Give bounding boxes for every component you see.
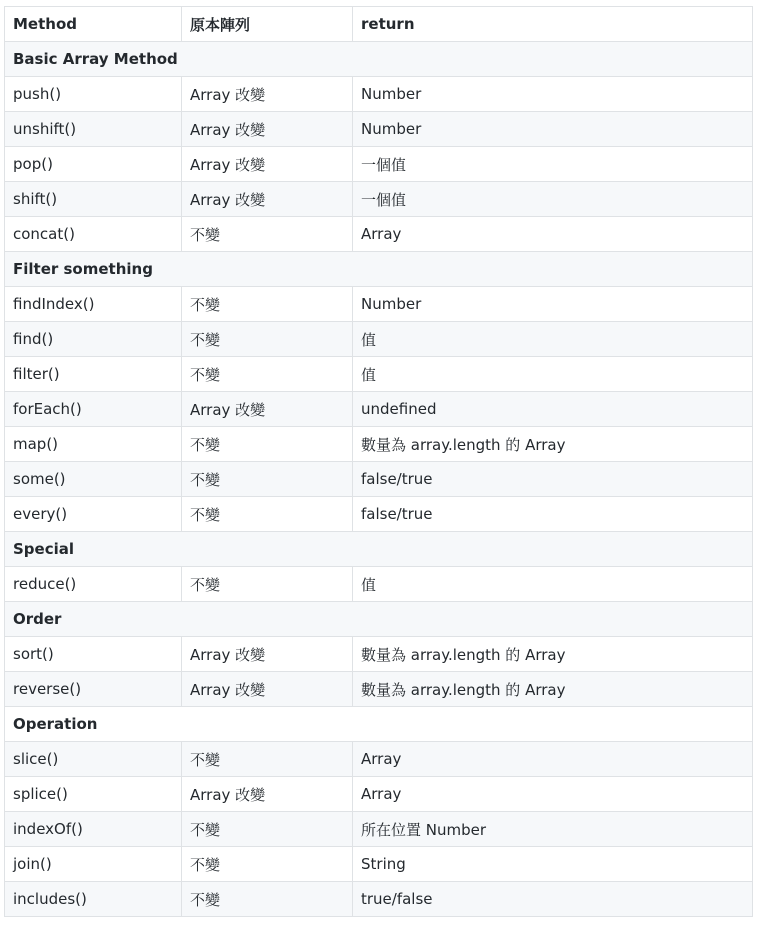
section-row: [5, 42, 753, 77]
cell-return: Number: [353, 112, 753, 147]
section-row: [5, 532, 753, 567]
section-title: Operation: [5, 707, 753, 742]
cell-method: map(): [5, 427, 182, 462]
table-row: [5, 462, 753, 497]
section-row: [5, 707, 753, 742]
table-row: [5, 882, 753, 917]
cell-method: find(): [5, 322, 182, 357]
cell-original: Array 改變: [182, 392, 353, 427]
cell-method: slice(): [5, 742, 182, 777]
cell-return: 值: [353, 322, 753, 357]
cell-original: 不變: [182, 812, 353, 847]
cell-method: some(): [5, 462, 182, 497]
section-title: Order: [5, 602, 753, 637]
table-row: [5, 742, 753, 777]
table-row: [5, 182, 753, 217]
array-methods-table: [4, 6, 753, 917]
table-row: [5, 357, 753, 392]
cell-original: Array 改變: [182, 182, 353, 217]
cell-original: 不變: [182, 427, 353, 462]
cell-return: String: [353, 847, 753, 882]
cell-method: join(): [5, 847, 182, 882]
cell-return: Array: [353, 777, 753, 812]
section-row: [5, 602, 753, 637]
cell-method: reverse(): [5, 672, 182, 707]
table-row: [5, 847, 753, 882]
cell-method: splice(): [5, 777, 182, 812]
cell-method: shift(): [5, 182, 182, 217]
table-row: [5, 777, 753, 812]
cell-method: concat(): [5, 217, 182, 252]
cell-return: 值: [353, 567, 753, 602]
cell-original: Array 改變: [182, 147, 353, 182]
table-row: [5, 672, 753, 707]
cell-method: includes(): [5, 882, 182, 917]
cell-return: 數量為 array.length 的 Array: [353, 672, 753, 707]
section-title: Basic Array Method: [5, 42, 753, 77]
cell-return: false/true: [353, 462, 753, 497]
table-row: [5, 812, 753, 847]
cell-return: 值: [353, 357, 753, 392]
header-return: return: [353, 7, 753, 42]
table-row: [5, 217, 753, 252]
cell-original: 不變: [182, 287, 353, 322]
cell-original: 不變: [182, 357, 353, 392]
cell-original: Array 改變: [182, 77, 353, 112]
table-row: [5, 392, 753, 427]
cell-original: 不變: [182, 847, 353, 882]
table-row: [5, 287, 753, 322]
table-body: [5, 42, 753, 917]
cell-return: Array: [353, 742, 753, 777]
cell-method: reduce(): [5, 567, 182, 602]
cell-original: Array 改變: [182, 637, 353, 672]
cell-original: Array 改變: [182, 672, 353, 707]
cell-original: Array 改變: [182, 777, 353, 812]
cell-original: 不變: [182, 217, 353, 252]
cell-method: indexOf(): [5, 812, 182, 847]
cell-method: pop(): [5, 147, 182, 182]
cell-original: Array 改變: [182, 112, 353, 147]
cell-original: 不變: [182, 742, 353, 777]
table-row: [5, 112, 753, 147]
cell-original: 不變: [182, 322, 353, 357]
cell-return: 數量為 array.length 的 Array: [353, 637, 753, 672]
cell-return: 數量為 array.length 的 Array: [353, 427, 753, 462]
table-row: [5, 147, 753, 182]
table-row: [5, 427, 753, 462]
header-method: Method: [5, 7, 182, 42]
table-row: [5, 497, 753, 532]
cell-method: sort(): [5, 637, 182, 672]
cell-method: unshift(): [5, 112, 182, 147]
cell-method: findIndex(): [5, 287, 182, 322]
table-row: [5, 77, 753, 112]
cell-return: 一個值: [353, 147, 753, 182]
cell-original: 不變: [182, 462, 353, 497]
cell-original: 不變: [182, 567, 353, 602]
cell-original: 不變: [182, 882, 353, 917]
cell-return: false/true: [353, 497, 753, 532]
cell-return: Number: [353, 77, 753, 112]
section-title: Filter something: [5, 252, 753, 287]
section-title: Special: [5, 532, 753, 567]
cell-method: push(): [5, 77, 182, 112]
cell-return: Number: [353, 287, 753, 322]
section-row: [5, 252, 753, 287]
cell-return: 所在位置 Number: [353, 812, 753, 847]
cell-method: filter(): [5, 357, 182, 392]
table-row: [5, 637, 753, 672]
cell-return: undefined: [353, 392, 753, 427]
cell-method: forEach(): [5, 392, 182, 427]
header-original-array: 原本陣列: [182, 7, 353, 42]
cell-method: every(): [5, 497, 182, 532]
header-row: [5, 7, 753, 42]
cell-return: 一個值: [353, 182, 753, 217]
table-row: [5, 567, 753, 602]
table-row: [5, 322, 753, 357]
table-header: [5, 7, 753, 42]
cell-return: Array: [353, 217, 753, 252]
cell-original: 不變: [182, 497, 353, 532]
cell-return: true/false: [353, 882, 753, 917]
